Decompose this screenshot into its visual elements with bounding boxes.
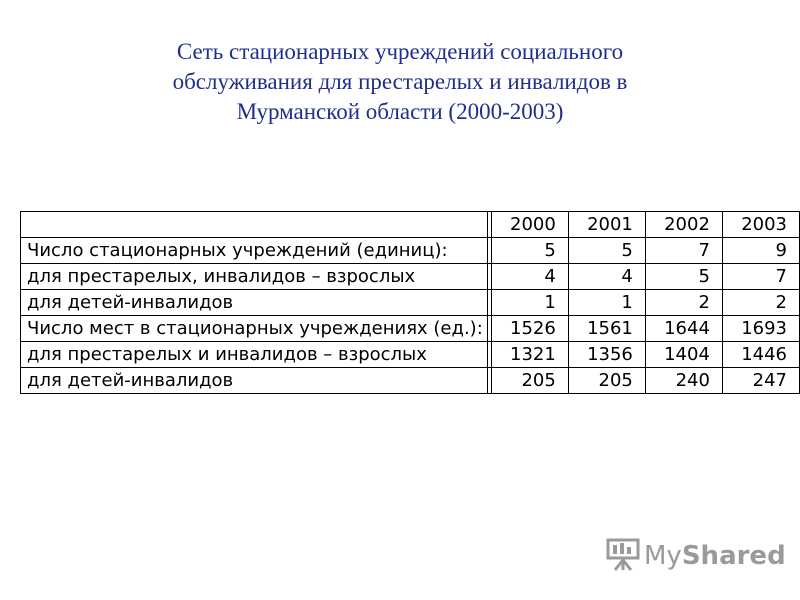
statistics-table	[20, 211, 800, 394]
value-cell: 205	[491, 368, 568, 394]
row-label: Число мест в стационарных учреждениях (ед.):	[21, 316, 488, 342]
title-line-1: Сеть стационарных учреждений социального	[176, 39, 624, 64]
value-cell: 2	[722, 290, 799, 316]
value-cell: 9	[722, 238, 799, 264]
value-cell: 1356	[568, 342, 645, 368]
value-cell: 205	[568, 368, 645, 394]
logo-text-my: My	[644, 541, 682, 571]
value-cell: 1	[568, 290, 645, 316]
header-empty-cell	[21, 212, 488, 238]
logo-text-shared: Shared	[681, 541, 786, 571]
table-row	[21, 342, 800, 368]
row-label: для детей-инвалидов	[21, 368, 488, 394]
title-line-2: обслуживания для престарелых и инвалидов в	[172, 69, 628, 94]
value-cell: 1644	[645, 316, 722, 342]
value-cell: 1446	[722, 342, 799, 368]
value-cell: 4	[568, 264, 645, 290]
value-cell: 1526	[491, 316, 568, 342]
value-cell: 5	[491, 238, 568, 264]
value-cell: 5	[568, 238, 645, 264]
logo-text	[644, 541, 786, 571]
row-label: Число стационарных учреждений (единиц):	[21, 238, 488, 264]
year-header: 2000	[491, 212, 568, 238]
page-title	[0, 37, 800, 127]
value-cell: 7	[722, 264, 799, 290]
row-label: для престарелых, инвалидов – взрослых	[21, 264, 488, 290]
row-label: для престарелых и инвалидов – взрослых	[21, 342, 488, 368]
value-cell: 2	[645, 290, 722, 316]
year-header: 2003	[722, 212, 799, 238]
myshared-logo	[606, 538, 786, 574]
value-cell: 1	[491, 290, 568, 316]
year-header: 2001	[568, 212, 645, 238]
value-cell: 4	[491, 264, 568, 290]
value-cell: 7	[645, 238, 722, 264]
table-row	[21, 290, 800, 316]
title-line-3: Мурманской области (2000-2003)	[236, 99, 564, 124]
value-cell: 1321	[491, 342, 568, 368]
value-cell: 247	[722, 368, 799, 394]
table-row	[21, 316, 800, 342]
row-label: для детей-инвалидов	[21, 290, 488, 316]
table-row	[21, 264, 800, 290]
table-row	[21, 238, 800, 264]
year-header: 2002	[645, 212, 722, 238]
table-row	[21, 368, 800, 394]
value-cell: 1693	[722, 316, 799, 342]
presentation-board-icon	[606, 536, 640, 576]
value-cell: 240	[645, 368, 722, 394]
value-cell: 5	[645, 264, 722, 290]
value-cell: 1561	[568, 316, 645, 342]
value-cell: 1404	[645, 342, 722, 368]
table-header-row	[21, 212, 800, 238]
